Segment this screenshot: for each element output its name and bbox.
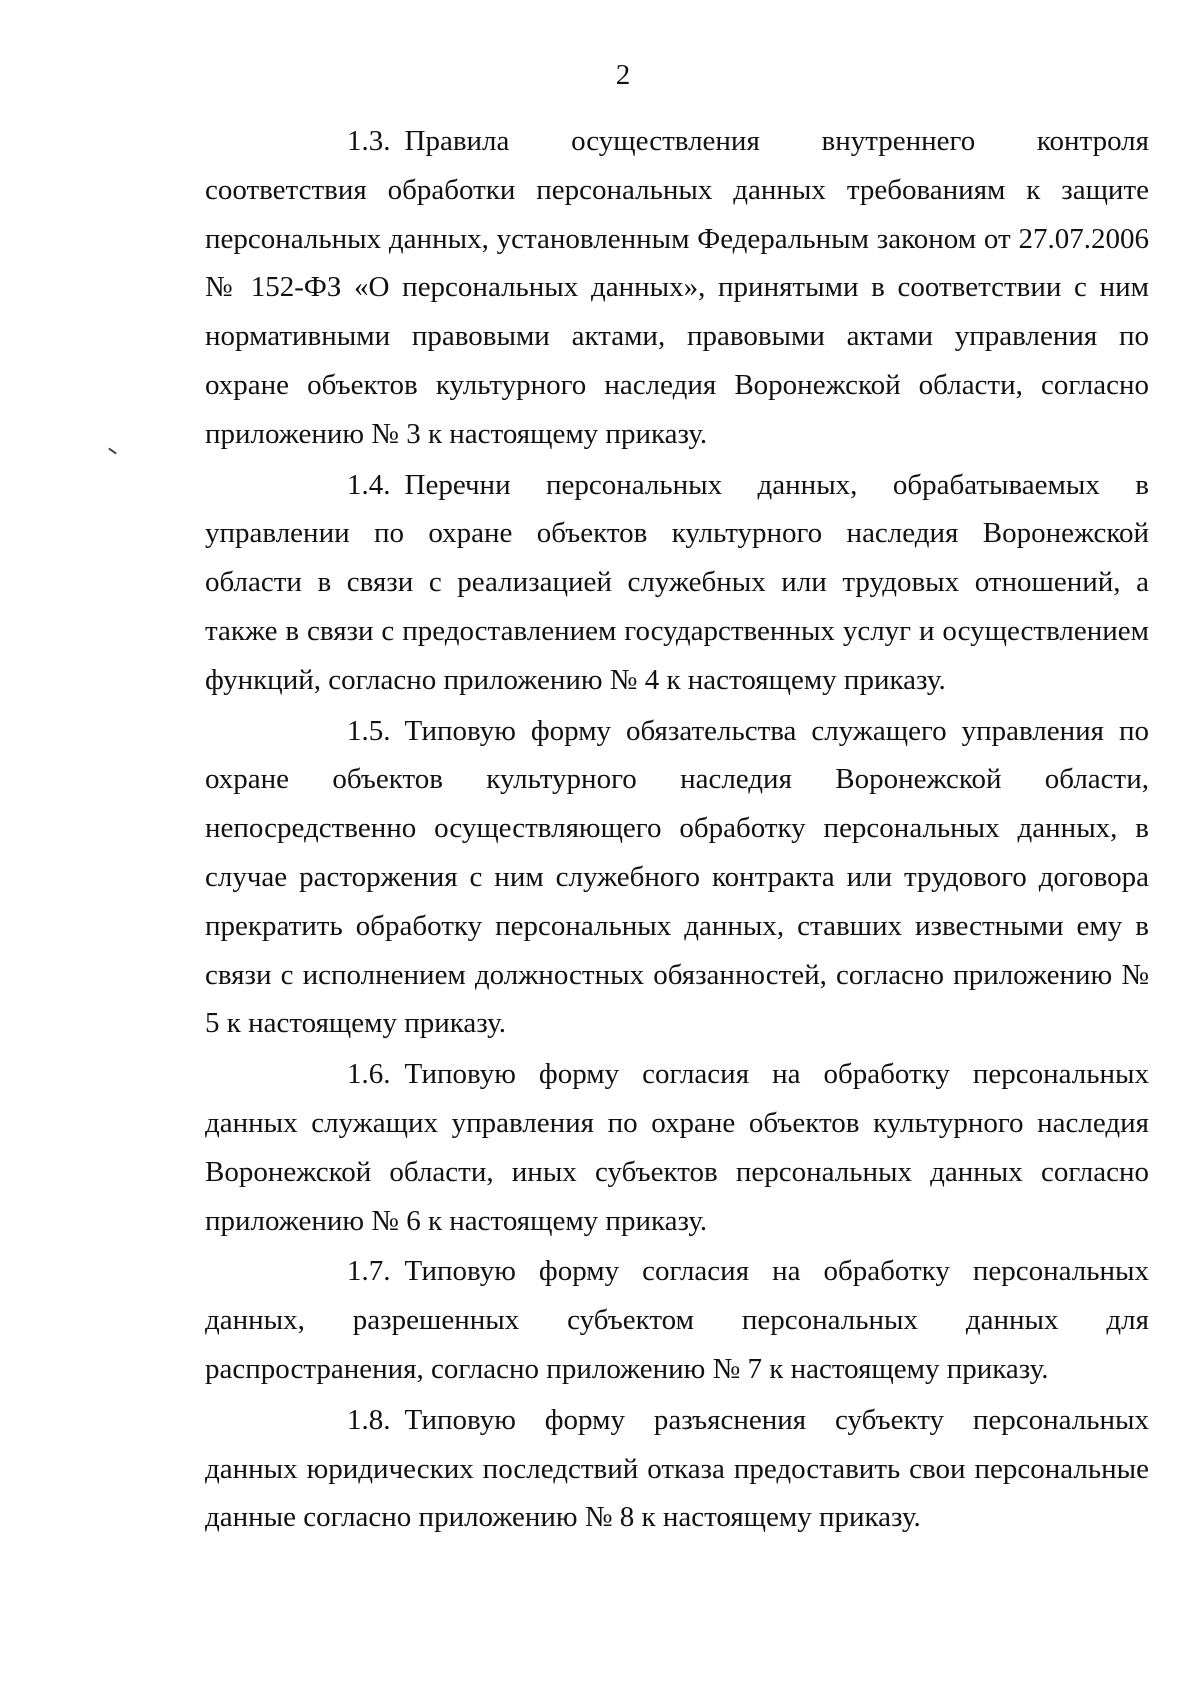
paragraph-1-5: [205, 707, 1149, 1049]
paragraph-1-8: [205, 1396, 1149, 1542]
paragraph-number: 1.3.: [347, 125, 391, 157]
paragraph-text: Правила осуществления внутреннего контроля соответствия обработки персональных данных требованиям к защите персональных данных, установленным Федеральным законом от 27.07.2006 № 152-ФЗ «О персональных данных», принятыми в соответствии с ним нормативными правовыми актами, правовыми актами управления по охране объектов культурного наследия Воронежской области, согласно приложению № 3 к настоящему приказу.: [205, 125, 1149, 450]
paragraph-number: 1.7.: [347, 1255, 391, 1288]
paragraph-1-6: [205, 1050, 1149, 1245]
paragraph-number: 1.5.: [347, 714, 391, 747]
paragraph-number: 1.8.: [347, 1403, 391, 1436]
paragraph-1-4: [205, 461, 1149, 705]
paragraph-number: 1.4.: [347, 468, 391, 501]
scan-mark: [108, 448, 117, 455]
paragraph-text: Типовую форму обязательства служащего управления по охране объектов культурного наследия Воронежской области, непосредственно осуществляющего обработку персональных данных, в случае расторжения с ним служебного контракта или трудового договора прекратить обработку персональных данных, ставших известными ему в связи с исполнением должностных обязанностей, согласно приложению № 5 к настоящему приказу.: [205, 714, 1149, 1040]
paragraph-text: Типовую форму согласия на обработку персональных данных служащих управления по охране объектов культурного наследия Воронежской области, иных субъектов персональных данных согласно приложению № 6 к настоящему приказу.: [205, 1058, 1149, 1237]
paragraph-1-3: [205, 117, 1149, 459]
paragraph-text: Перечни персональных данных, обрабатываемых в управлении по охране объектов культурного наследия Воронежской области в связи с реализацией служебных или трудовых отношений, а также в связи с предоставлением государственных услуг и осуществлением функций, согласно приложению № 4 к настоящему приказу.: [205, 468, 1149, 696]
document-body: [205, 117, 1149, 1544]
paragraph-text: Типовую форму согласия на обработку персональных данных, разрешенных субъектом персональных данных для распространения, согласно приложению № 7 к настоящему приказу.: [205, 1255, 1149, 1385]
page-number: 2: [615, 59, 631, 91]
paragraph-number: 1.6.: [347, 1058, 391, 1091]
paragraph-1-7: [205, 1247, 1149, 1393]
paragraph-text: Типовую форму разъяснения субъекту персональных данных юридических последствий отказа предоставить свои персональные данные согласно приложению № 8 к настоящему приказу.: [205, 1403, 1149, 1534]
